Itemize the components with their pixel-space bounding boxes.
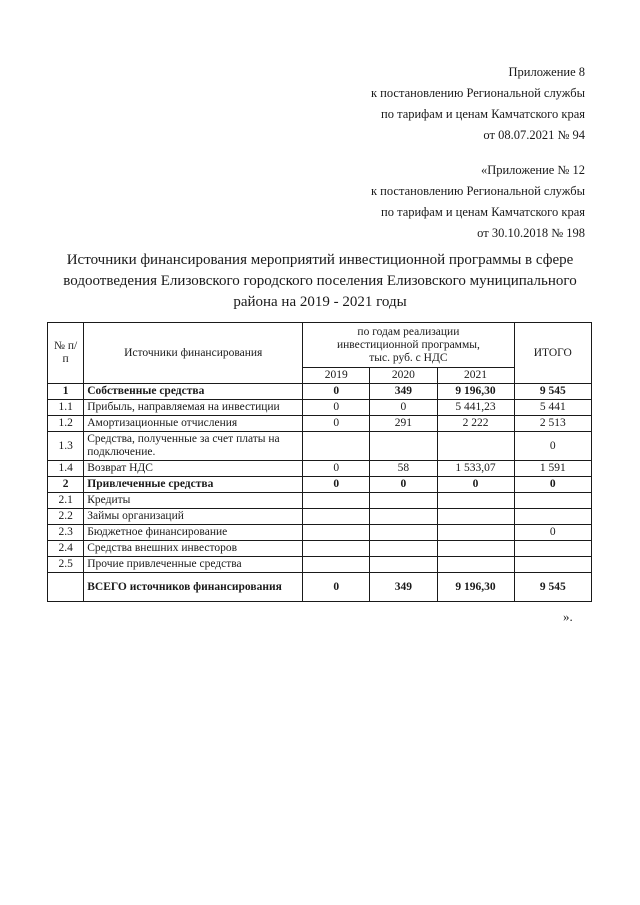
table-row bbox=[48, 432, 592, 461]
grand-total-value: 9 545 bbox=[514, 573, 591, 602]
grand-total-2020: 349 bbox=[370, 573, 437, 602]
row-source: Собственные средства bbox=[84, 384, 303, 400]
row-2020: 291 bbox=[370, 416, 437, 432]
appendix-8-line-4: от 08.07.2021 № 94 bbox=[483, 128, 585, 142]
row-2020: 58 bbox=[370, 461, 437, 477]
appendix-12-line-3: по тарифам и ценам Камчатского края bbox=[381, 205, 585, 219]
row-2020 bbox=[370, 557, 437, 573]
row-total: 5 441 bbox=[514, 400, 591, 416]
row-source: Займы организаций bbox=[84, 509, 303, 525]
row-2019 bbox=[303, 432, 370, 461]
row-2019 bbox=[303, 541, 370, 557]
row-num: 1.3 bbox=[48, 432, 84, 461]
row-2020 bbox=[370, 541, 437, 557]
appendix-12-line-2: к постановлению Региональной службы bbox=[370, 184, 585, 198]
row-2021: 2 222 bbox=[437, 416, 514, 432]
header-years-group bbox=[303, 323, 514, 368]
table-row bbox=[48, 541, 592, 557]
row-2019: 0 bbox=[303, 384, 370, 400]
row-num: 2.4 bbox=[48, 541, 84, 557]
table-row bbox=[48, 400, 592, 416]
appendix-12-line-4: от 30.10.2018 № 198 bbox=[477, 226, 585, 240]
table-row bbox=[48, 477, 592, 493]
row-num: 2.1 bbox=[48, 493, 84, 509]
row-source: Средства, полученные за счет платы на подключение. bbox=[84, 432, 303, 461]
financing-table bbox=[47, 322, 592, 602]
row-num: 2 bbox=[48, 477, 84, 493]
appendix-12-header bbox=[371, 160, 585, 244]
header-year-2020: 2020 bbox=[370, 368, 437, 384]
row-total: 0 bbox=[514, 525, 591, 541]
row-2019 bbox=[303, 509, 370, 525]
appendix-8-line-2: к постановлению Региональной службы bbox=[370, 86, 585, 100]
row-2021: 1 533,07 bbox=[437, 461, 514, 477]
document-title bbox=[60, 250, 580, 313]
row-2019 bbox=[303, 525, 370, 541]
row-source: Привлеченные средства bbox=[84, 477, 303, 493]
row-source: Средства внешних инвесторов bbox=[84, 541, 303, 557]
table-row bbox=[48, 416, 592, 432]
row-2021 bbox=[437, 509, 514, 525]
row-num: 1.4 bbox=[48, 461, 84, 477]
row-2019: 0 bbox=[303, 400, 370, 416]
title-line-1: Источники финансирования мероприятий инвестиционной программы в сфере bbox=[66, 252, 574, 268]
row-source: Возврат НДС bbox=[84, 461, 303, 477]
row-2021: 9 196,30 bbox=[437, 384, 514, 400]
row-source: Амортизационные отчисления bbox=[84, 416, 303, 432]
header-group-line-3: тыс. руб. с НДС bbox=[369, 351, 448, 364]
row-2021 bbox=[437, 493, 514, 509]
row-source: Бюджетное финансирование bbox=[84, 525, 303, 541]
header-num: № п/п bbox=[48, 323, 84, 384]
grand-total-label: ВСЕГО источников финансирования bbox=[84, 573, 303, 602]
title-line-2: водоотведения Елизовского городского поселения Елизовского муниципального bbox=[63, 273, 577, 289]
table-row bbox=[48, 384, 592, 400]
row-total: 2 513 bbox=[514, 416, 591, 432]
title-line-3: района на 2019 - 2021 годы bbox=[233, 294, 407, 310]
row-2020 bbox=[370, 432, 437, 461]
row-source: Кредиты bbox=[84, 493, 303, 509]
row-total bbox=[514, 509, 591, 525]
row-total bbox=[514, 557, 591, 573]
header-source: Источники финансирования bbox=[84, 323, 303, 384]
row-2021 bbox=[437, 525, 514, 541]
row-2019: 0 bbox=[303, 461, 370, 477]
row-total: 0 bbox=[514, 477, 591, 493]
row-source: Прочие привлеченные средства bbox=[84, 557, 303, 573]
row-2019 bbox=[303, 493, 370, 509]
row-2019: 0 bbox=[303, 416, 370, 432]
row-num: 1.2 bbox=[48, 416, 84, 432]
row-2020 bbox=[370, 493, 437, 509]
row-total bbox=[514, 541, 591, 557]
row-2020: 349 bbox=[370, 384, 437, 400]
grand-total-2019: 0 bbox=[303, 573, 370, 602]
table-row bbox=[48, 509, 592, 525]
closing-quote: ». bbox=[563, 609, 573, 624]
row-2021 bbox=[437, 557, 514, 573]
row-2020 bbox=[370, 509, 437, 525]
header-year-2019: 2019 bbox=[303, 368, 370, 384]
grand-total-row bbox=[48, 573, 592, 602]
row-num: 1 bbox=[48, 384, 84, 400]
row-2019 bbox=[303, 557, 370, 573]
row-2021 bbox=[437, 432, 514, 461]
row-total: 1 591 bbox=[514, 461, 591, 477]
header-group-line-1: по годам реализации bbox=[357, 325, 460, 338]
row-num: 2.2 bbox=[48, 509, 84, 525]
row-2019: 0 bbox=[303, 477, 370, 493]
row-source: Прибыль, направляемая на инвестиции bbox=[84, 400, 303, 416]
row-2021 bbox=[437, 541, 514, 557]
header-total: ИТОГО bbox=[514, 323, 591, 384]
row-2020: 0 bbox=[370, 477, 437, 493]
header-group-line-2: инвестиционной программы, bbox=[336, 338, 480, 351]
row-total bbox=[514, 493, 591, 509]
grand-total-num bbox=[48, 573, 84, 602]
table-row bbox=[48, 557, 592, 573]
appendix-8-header bbox=[371, 62, 585, 146]
appendix-8-line-3: по тарифам и ценам Камчатского края bbox=[381, 107, 585, 121]
row-2020: 0 bbox=[370, 400, 437, 416]
grand-total-2021: 9 196,30 bbox=[437, 573, 514, 602]
appendix-12-line-1: «Приложение № 12 bbox=[480, 163, 585, 177]
row-total: 0 bbox=[514, 432, 591, 461]
row-num: 2.3 bbox=[48, 525, 84, 541]
row-2021: 5 441,23 bbox=[437, 400, 514, 416]
appendix-8-line-1: Приложение 8 bbox=[508, 65, 585, 79]
row-num: 2.5 bbox=[48, 557, 84, 573]
row-num: 1.1 bbox=[48, 400, 84, 416]
row-2020 bbox=[370, 525, 437, 541]
row-2021: 0 bbox=[437, 477, 514, 493]
table-row bbox=[48, 525, 592, 541]
row-total: 9 545 bbox=[514, 384, 591, 400]
table-row bbox=[48, 461, 592, 477]
table-row bbox=[48, 493, 592, 509]
header-year-2021: 2021 bbox=[437, 368, 514, 384]
